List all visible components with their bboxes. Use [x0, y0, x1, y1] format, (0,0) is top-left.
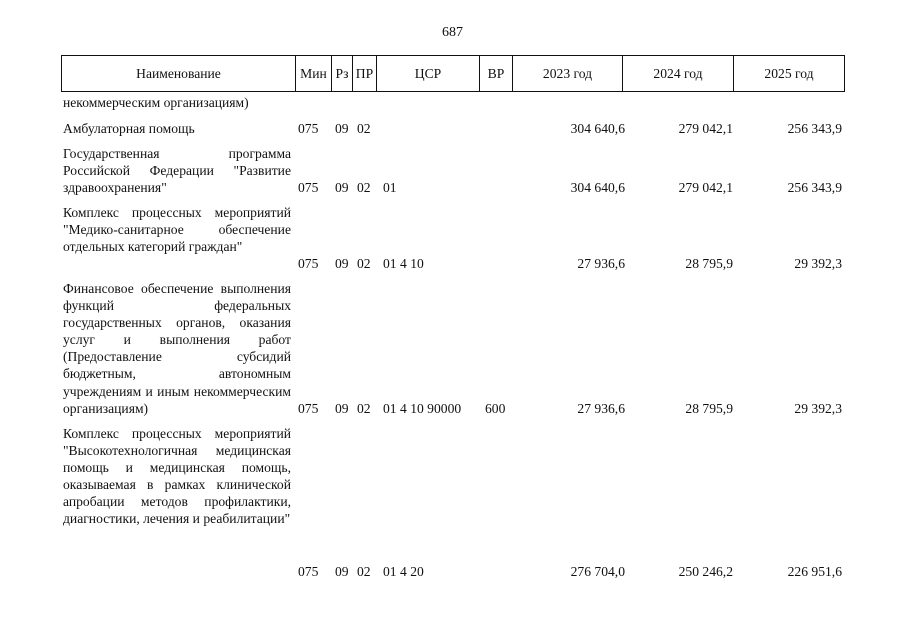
row-4-vr: 600	[485, 401, 506, 416]
row-1-2023: 304 640,6	[570, 121, 625, 136]
header-2024: 2024 год	[623, 56, 734, 92]
row-4-rz: 09	[335, 401, 349, 416]
header-2025: 2025 год	[734, 56, 845, 92]
row-4-name: Финансовое обеспечение выполнения функций федеральных государственных органов, оказания услуг и выполнения работ (Предоставление субсидий бюджетным, автономным учреждениям и иным некоммерческим организациям)	[63, 281, 291, 416]
row-5-min: 075	[298, 564, 319, 579]
header-vr: ВР	[480, 56, 513, 92]
header-name: Наименование	[62, 56, 296, 92]
row-5-2025: 226 951,6	[787, 564, 842, 579]
row-3-pr: 02	[357, 256, 371, 271]
row-2-2023: 304 640,6	[570, 180, 625, 195]
row-4-pr: 02	[357, 401, 371, 416]
table-header	[61, 55, 845, 92]
row-5-pr: 02	[357, 564, 371, 579]
header-2023: 2023 год	[513, 56, 623, 92]
row-5-2024: 250 246,2	[678, 564, 733, 579]
page-number: 687	[442, 25, 463, 40]
row-1-name: Амбулаторная помощь	[63, 121, 195, 136]
row-3-name: Комплекс процессных мероприятий "Медико-санитарное обеспечение отдельных категорий граждан"	[63, 205, 291, 255]
row-3-2023: 27 936,6	[577, 256, 625, 271]
row-5-name: Комплекс процессных мероприятий "Высокотехнологичная медицинская помощь и медицинская помощь, оказываемая в рамках клинической апробации методов профилактики, диагностики, лечения и реабилитации"	[63, 426, 291, 527]
row-3-2024: 28 795,9	[685, 256, 733, 271]
row-3-min: 075	[298, 256, 319, 271]
row-5-2023: 276 704,0	[570, 564, 625, 579]
header-pr: ПР	[353, 56, 377, 92]
row-2-2025: 256 343,9	[787, 180, 842, 195]
row-4-2023: 27 936,6	[577, 401, 625, 416]
header-min: Мин	[296, 56, 332, 92]
row-2-pr: 02	[357, 180, 371, 195]
row-1-rz: 09	[335, 121, 349, 136]
row-5-csr: 01 4 20	[383, 564, 424, 579]
row-2-2024: 279 042,1	[678, 180, 733, 195]
row-4-2024: 28 795,9	[685, 401, 733, 416]
row-2-name: Государственная программа Российской Федерации "Развитие здравоохранения"	[63, 146, 291, 196]
header-rz: Рз	[332, 56, 353, 92]
row-4-csr: 01 4 10 90000	[383, 401, 462, 416]
row-4-min: 075	[298, 401, 319, 416]
row-4-2025: 29 392,3	[794, 401, 842, 416]
row-0-name: некоммерческим организациям)	[63, 95, 249, 110]
row-5-rz: 09	[335, 564, 349, 579]
row-1-2024: 279 042,1	[678, 121, 733, 136]
row-3-rz: 09	[335, 256, 349, 271]
row-3-csr: 01 4 10	[383, 256, 424, 271]
row-1-2025: 256 343,9	[787, 121, 842, 136]
row-2-rz: 09	[335, 180, 349, 195]
header-csr: ЦСР	[377, 56, 480, 92]
row-2-csr: 01	[383, 180, 397, 195]
row-2-min: 075	[298, 180, 319, 195]
row-1-pr: 02	[357, 121, 371, 136]
row-3-2025: 29 392,3	[794, 256, 842, 271]
row-1-min: 075	[298, 121, 319, 136]
